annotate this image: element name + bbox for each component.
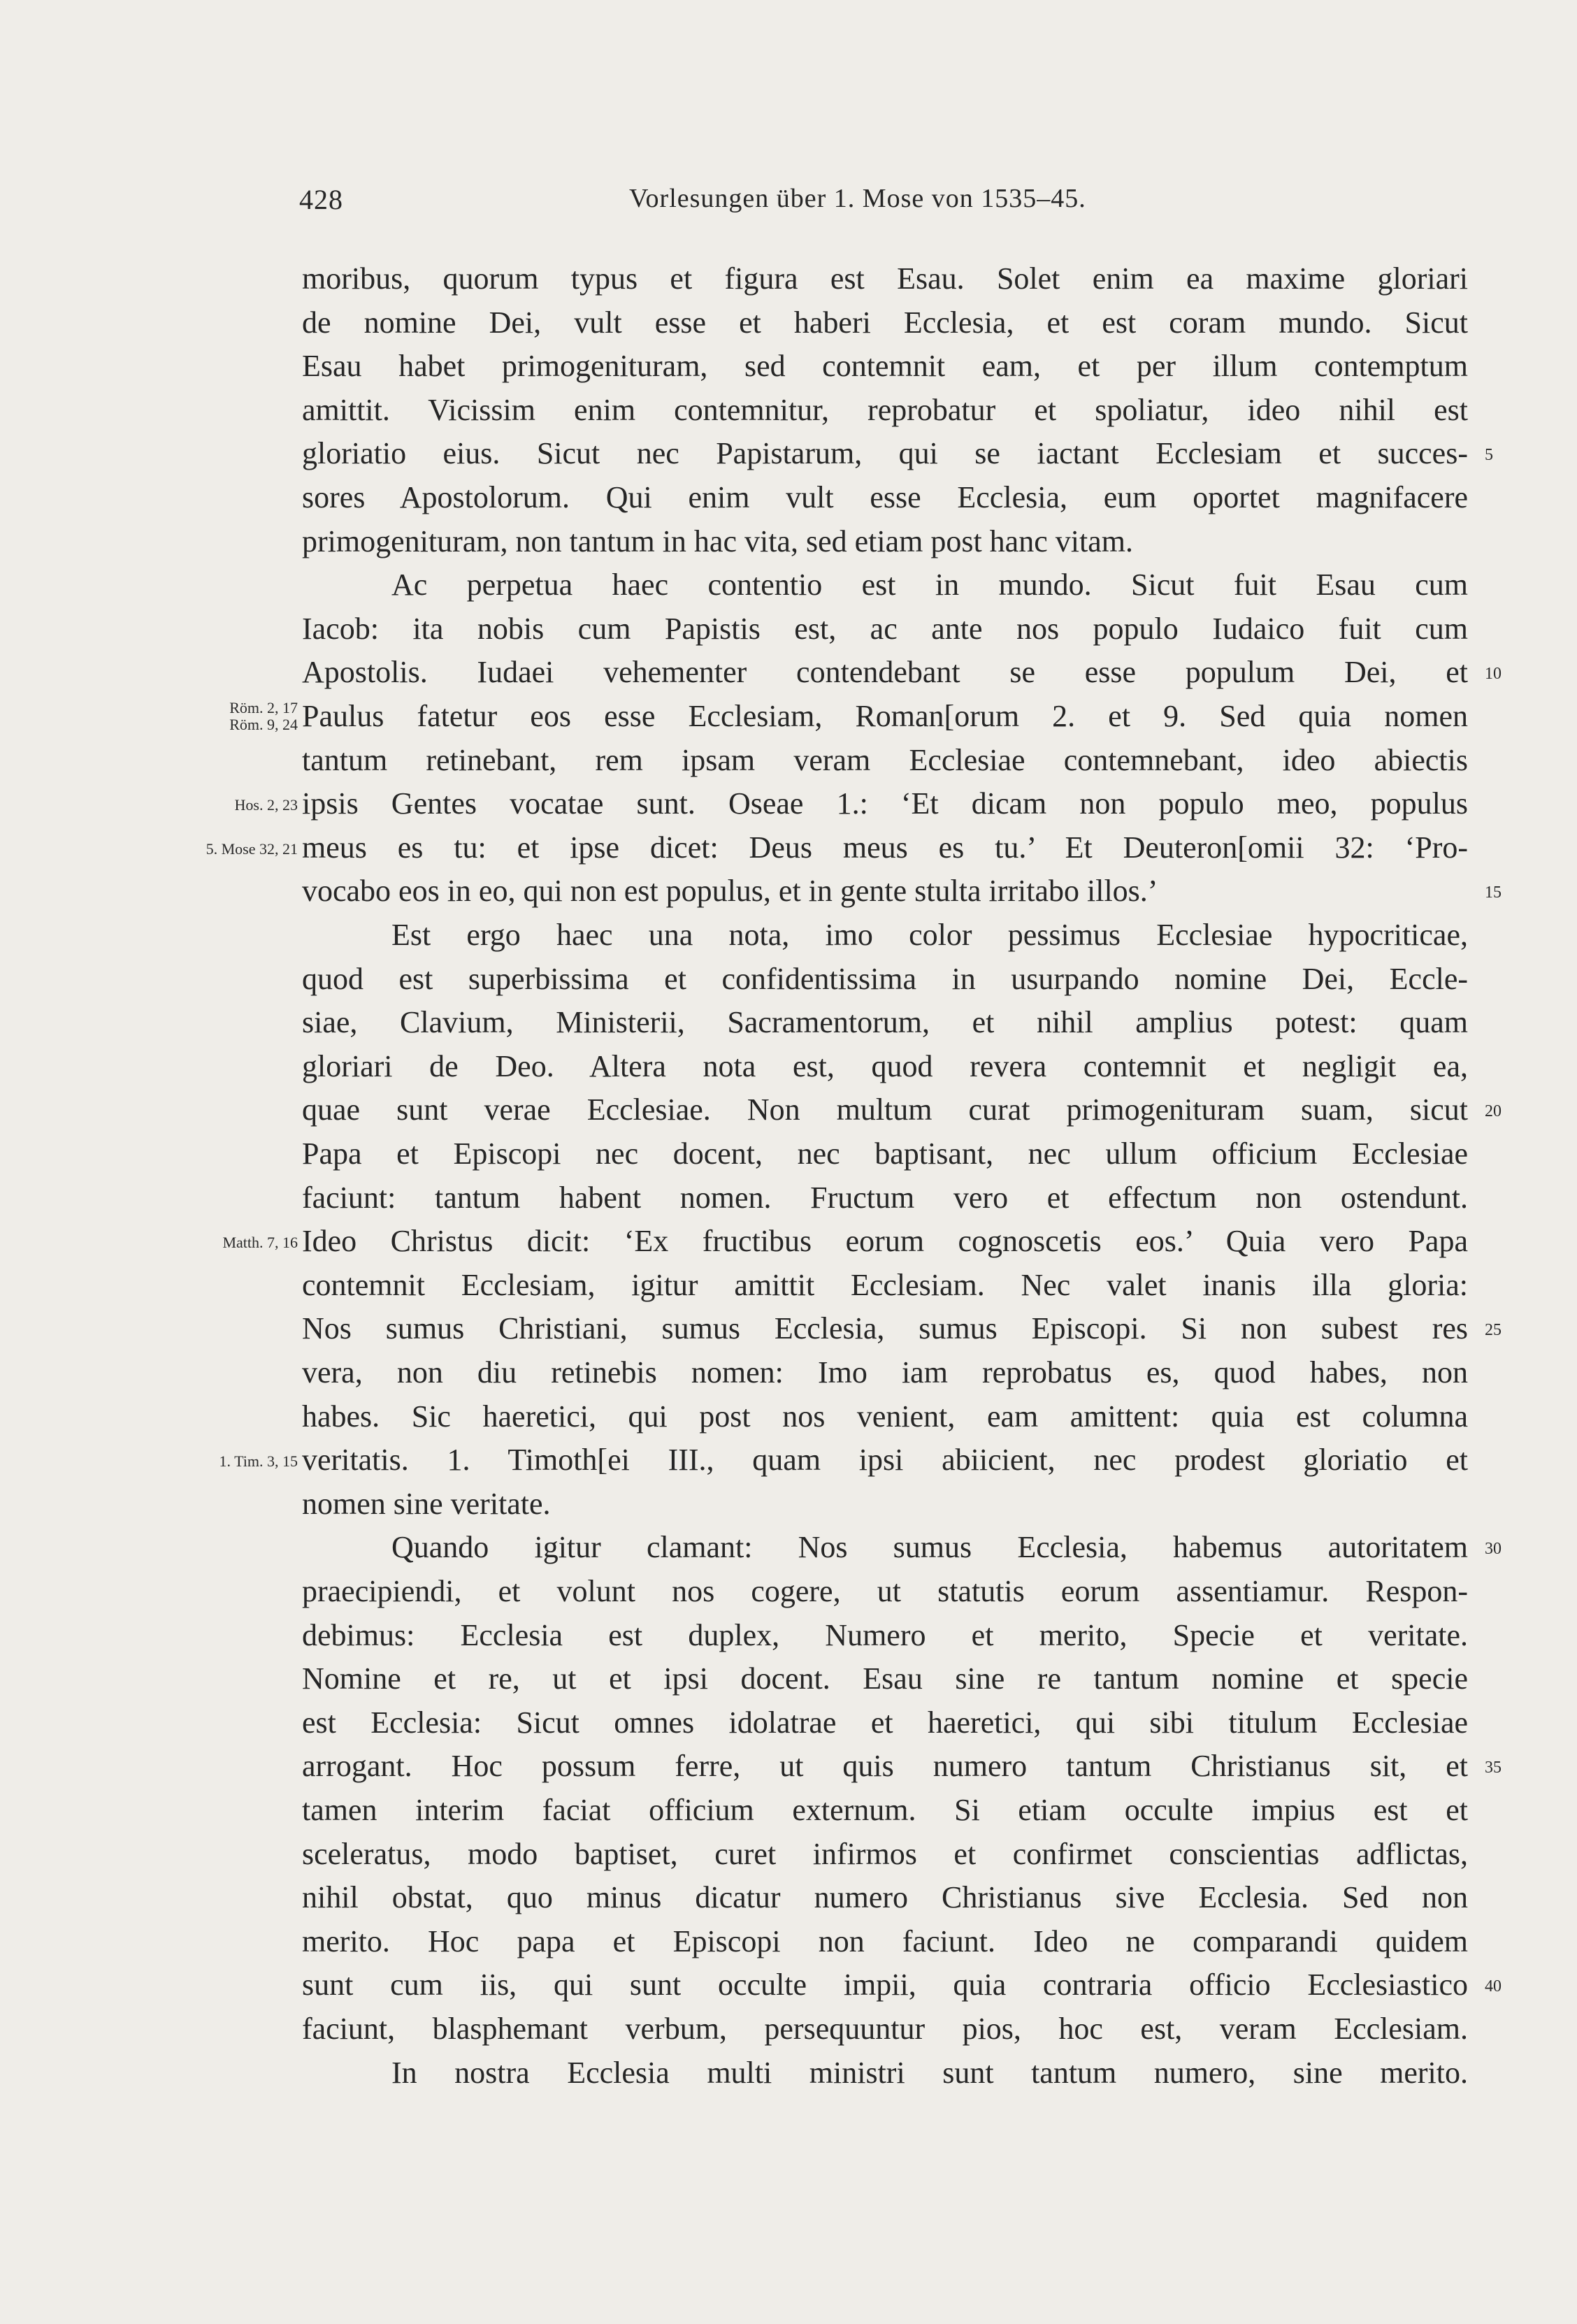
- text-line: quae sunt verae Ecclesiae. Non multum curat primogenituram suam, sicut: [302, 1092, 1468, 1127]
- line-number: 20: [1485, 1102, 1502, 1121]
- text-line: sceleratus, modo baptiset, curet infirmos et confirmet conscientias adflictas,: [302, 1836, 1468, 1871]
- text-line: merito. Hoc papa et Episcopi non faciunt. Ideo ne comparandi quidem: [302, 1924, 1468, 1958]
- text-line: nomen sine veritate.: [302, 1486, 551, 1521]
- text-line: vocabo eos in eo, qui non est populus, et in gente stulta irritabo illos.’: [302, 874, 1158, 909]
- margin-reference: 1. Tim. 3, 15: [219, 1452, 298, 1471]
- text-line: Ac perpetua haec contentio est in mundo. Sicut fuit Esau cum: [391, 568, 1468, 602]
- text-line: praecipiendi, et volunt nos cogere, ut statutis eorum assentiamur. Respon-: [302, 1574, 1468, 1608]
- text-line: Iacob: ita nobis cum Papistis est, ac ante nos populo Iudaico fuit cum: [302, 611, 1468, 646]
- margin-reference: 5. Mose 32, 21: [206, 839, 298, 858]
- text-line: de nomine Dei, vult esse et haberi Ecclesia, et est coram mundo. Sicut: [302, 305, 1468, 340]
- text-line: sunt cum iis, qui sunt occulte impii, quia contraria officio Ecclesiastico: [302, 1968, 1468, 2002]
- text-line: tantum retinebant, rem ipsam veram Ecclesiae contemnebant, ideo abiectis: [302, 742, 1468, 777]
- line-number: 40: [1485, 1977, 1502, 1996]
- text-line: In nostra Ecclesia multi ministri sunt tantum numero, sine merito.: [391, 2055, 1468, 2090]
- text-line: quod est superbissima et confidentissima in usurpando nomine Dei, Eccle-: [302, 961, 1468, 996]
- text-line: moribus, quorum typus et figura est Esau. Solet enim ea maxime gloriari: [302, 261, 1468, 296]
- text-line: faciunt, blasphemant verbum, persequuntur pios, hoc est, veram Ecclesiam.: [302, 2012, 1468, 2046]
- text-line: gloriatio eius. Sicut nec Papistarum, qui se iactant Ecclesiam et succes-: [302, 436, 1468, 471]
- text-line: Ideo Christus dicit: ‘Ex fructibus eorum cognoscetis eos.’ Quia vero Papa: [302, 1224, 1468, 1259]
- text-line: meus es tu: et ipse dicet: Deus meus es tu.’ Et Deuteron[omii 32: ‘Pro-: [302, 830, 1468, 865]
- line-number: 10: [1485, 665, 1502, 684]
- margin-reference: Röm. 2, 17: [229, 699, 298, 716]
- text-line: sores Apostolorum. Qui enim vult esse Ecclesia, eum oportet magnifacere: [302, 480, 1468, 514]
- text-line: tamen interim faciat officium externum. Si etiam occulte impius est et: [302, 1793, 1468, 1827]
- text-line: veritatis. 1. Timoth[ei III., quam ipsi abiicient, nec prodest gloriatio et: [302, 1443, 1468, 1478]
- text-line: gloriari de Deo. Altera nota est, quod revera contemnit et negligit ea,: [302, 1048, 1468, 1083]
- line-number: 35: [1485, 1759, 1502, 1777]
- margin-reference: Matth. 7, 16: [222, 1234, 298, 1252]
- line-number: 5: [1485, 446, 1493, 465]
- text-line: Apostolis. Iudaei vehementer contendebant se esse populum Dei, et: [302, 655, 1468, 690]
- text-line: Nomine et re, ut et ipsi docent. Esau sine re tantum nomine et specie: [302, 1661, 1468, 1696]
- text-line: Esau habet primogenituram, sed contemnit eam, et per illum contemptum: [302, 349, 1468, 384]
- text-line: Nos sumus Christiani, sumus Ecclesia, sumus Episcopi. Si non subest res: [302, 1311, 1468, 1346]
- text-line: amittit. Vicissim enim contemnitur, reprobatur et spoliatur, ideo nihil est: [302, 392, 1468, 427]
- text-line: contemnit Ecclesiam, igitur amittit Ecclesiam. Nec valet inanis illa gloria:: [302, 1267, 1468, 1302]
- line-number: 30: [1485, 1540, 1502, 1559]
- text-line: Paulus fatetur eos esse Ecclesiam, Roman[orum 2. et 9. Sed quia nomen: [302, 699, 1468, 733]
- line-number: 15: [1485, 883, 1502, 902]
- line-number: 25: [1485, 1321, 1502, 1340]
- running-title: Vorlesungen über 1. Mose von 1535–45.: [629, 184, 1086, 213]
- margin-reference: Röm. 9, 24: [229, 716, 298, 733]
- text-line: primogenituram, non tantum in hac vita, sed etiam post hanc vitam.: [302, 524, 1133, 558]
- text-line: arrogant. Hoc possum ferre, ut quis numero tantum Christianus sit, et: [302, 1749, 1468, 1784]
- text-line: ipsis Gentes vocatae sunt. Oseae 1.: ‘Et dicam non populo meo, populus: [302, 786, 1468, 821]
- text-line: siae, Clavium, Ministerii, Sacramentorum, et nihil amplius potest: quam: [302, 1005, 1468, 1040]
- text-line: habes. Sic haeretici, qui post nos venient, eam amittent: quia est columna: [302, 1399, 1468, 1434]
- text-line: vera, non diu retinebis nomen: Imo iam reprobatus es, quod habes, non: [302, 1355, 1468, 1390]
- text-line: nihil obstat, quo minus dicatur numero Christianus sive Ecclesia. Sed non: [302, 1880, 1468, 1915]
- text-line: est Ecclesia: Sicut omnes idolatrae et haeretici, qui sibi titulum Ecclesiae: [302, 1705, 1468, 1740]
- text-line: Papa et Episcopi nec docent, nec baptisant, nec ullum officium Ecclesiae: [302, 1136, 1468, 1171]
- text-line: debimus: Ecclesia est duplex, Numero et merito, Specie et veritate.: [302, 1617, 1468, 1652]
- text-line: Est ergo haec una nota, imo color pessimus Ecclesiae hypocriticae,: [391, 918, 1468, 952]
- text-line: faciunt: tantum habent nomen. Fructum vero et effectum non ostendunt.: [302, 1180, 1468, 1215]
- page-number: 428: [299, 184, 343, 215]
- margin-reference: Hos. 2, 23: [234, 796, 298, 814]
- text-line: Quando igitur clamant: Nos sumus Ecclesia, habemus autoritatem: [391, 1530, 1468, 1565]
